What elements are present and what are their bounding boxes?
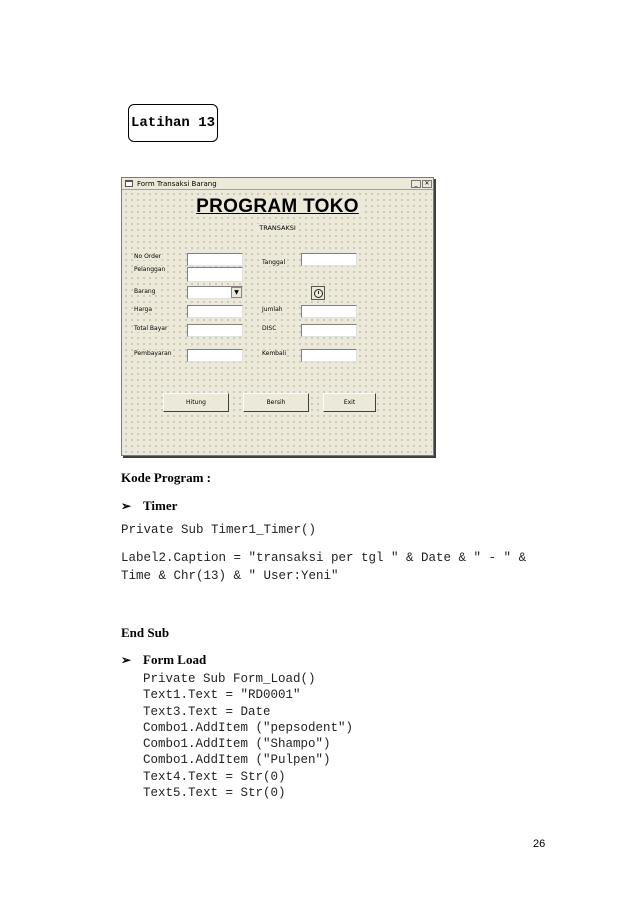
tanggal-field[interactable] (301, 253, 357, 266)
jumlah-label: Jumlah (262, 306, 283, 313)
timer-icon (314, 289, 323, 298)
pelanggan-label: Pelanggan (134, 266, 166, 273)
code-line: Text4.Text = Str(0) (143, 769, 286, 784)
timer-code-line-2: Time & Chr(13) & " User:Yeni" (121, 569, 339, 583)
code-line: Private Sub Form_Load() (143, 672, 316, 686)
no-order-field[interactable] (187, 253, 243, 266)
code-line: Combo1.AddItem ("Shampo") (143, 737, 331, 752)
vb-form-title: Form Transaksi Barang (137, 179, 217, 188)
vb-form-client (123, 191, 432, 454)
no-order-label: No Order (134, 253, 162, 260)
end-sub-label: End Sub (121, 625, 170, 640)
transaksi-label: TRANSAKSI (259, 224, 296, 232)
code-line: Combo1.AddItem ("Pulpen") (143, 753, 331, 768)
form-load-title: Form Load (143, 652, 207, 667)
form-load-code (143, 671, 353, 801)
close-icon[interactable]: ✕ (422, 180, 432, 188)
barang-combo[interactable] (187, 286, 243, 299)
harga-label: Harga (134, 306, 153, 313)
form-icon (125, 180, 133, 187)
form-load-heading (121, 652, 206, 668)
jumlah-field[interactable] (301, 305, 357, 318)
vb-form-screenshot (121, 177, 434, 456)
latihan-label: Latihan 13 (130, 115, 215, 131)
harga-field[interactable] (187, 305, 243, 318)
hitung-button[interactable]: Hitung (163, 393, 229, 412)
chevron-down-icon[interactable]: ▼ (231, 287, 242, 298)
total-bayar-label: Total Bayar (134, 325, 168, 332)
exit-button[interactable]: Exit (323, 393, 376, 412)
total-bayar-field[interactable] (187, 324, 243, 337)
code-line: Text5.Text = Str(0) (143, 786, 286, 801)
code-line: Combo1.AddItem ("pepsodent") (143, 720, 354, 735)
timer-sub-line: Private Sub Timer1_Timer() (121, 523, 317, 537)
barang-label: Barang (134, 288, 156, 295)
kode-program-label: Kode Program : (121, 470, 212, 485)
disc-field[interactable] (301, 324, 357, 337)
pembayaran-label: Pembayaran (134, 350, 172, 357)
vb-titlebar (122, 178, 433, 190)
timer-code-line-1: Label2.Caption = "transaksi per tgl " & Date & " - " & (121, 551, 527, 565)
timer-heading (121, 498, 177, 514)
latihan-label-box (128, 104, 218, 142)
minimize-icon[interactable]: _ (411, 180, 421, 188)
kembali-label: Kembali (262, 350, 286, 357)
timer-control[interactable] (311, 286, 325, 300)
program-toko-heading: PROGRAM TOKO (196, 196, 359, 217)
arrow-bullet-icon: ➢ (121, 653, 132, 667)
code-line: Text1.Text = "RD0001" (143, 688, 301, 703)
timer-title: Timer (143, 498, 178, 513)
pembayaran-field[interactable] (187, 349, 243, 362)
code-line: Text3.Text = Date (143, 704, 271, 719)
kembali-field[interactable] (301, 349, 357, 362)
bersih-button[interactable]: Bersih (243, 393, 309, 412)
disc-label: DISC (262, 325, 277, 332)
page-number: 26 (533, 838, 546, 850)
pelanggan-field[interactable] (187, 267, 243, 282)
arrow-bullet-icon: ➢ (121, 499, 132, 513)
tanggal-label: Tanggal (262, 259, 286, 266)
